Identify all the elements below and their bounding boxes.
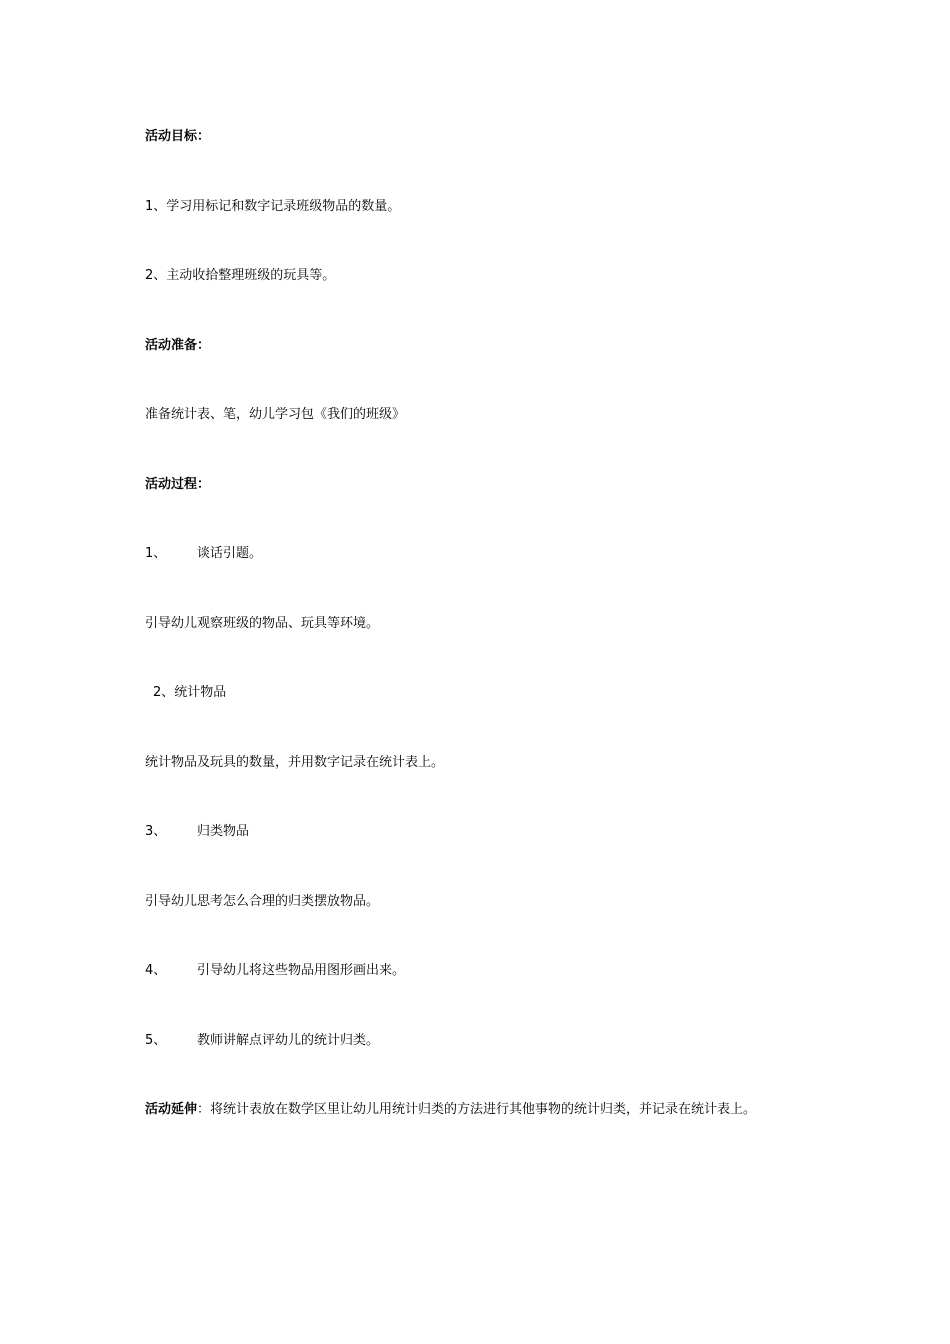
step-1-number: 1、 — [145, 546, 167, 561]
step-4-title: 引导幼儿将这些物品用图形画出来。 — [197, 963, 406, 978]
step-3-desc: 引导幼儿思考怎么合理的归类摆放物品。 — [145, 894, 380, 909]
step-4 — [145, 962, 405, 980]
prep-text: 准备统计表、笔，幼儿学习包《我们的班级》 — [145, 407, 406, 422]
goal-item-1: 1、学习用标记和数字记录班级物品的数量。 — [145, 199, 401, 214]
extension-heading: 活动延伸 — [145, 1102, 198, 1117]
step-1-desc: 引导幼儿观察班级的物品、玩具等环境。 — [145, 616, 380, 631]
process-heading: 活动过程： — [145, 477, 211, 492]
extension-paragraph — [145, 1101, 756, 1119]
step-1 — [145, 545, 262, 563]
step-3-number: 3、 — [145, 824, 167, 839]
step-5 — [145, 1032, 379, 1050]
step-2-desc: 统计物品及玩具的数量，并用数字记录在统计表上。 — [145, 755, 445, 770]
step-1-title: 谈话引题。 — [197, 546, 263, 561]
step-5-title: 教师讲解点评幼儿的统计归类。 — [197, 1033, 380, 1048]
goals-heading: 活动目标： — [145, 129, 211, 144]
step-2-title: 2、统计物品 — [153, 685, 227, 700]
step-4-number: 4、 — [145, 963, 167, 978]
step-3 — [145, 823, 249, 841]
step-3-title: 归类物品 — [197, 824, 250, 839]
goal-item-2: 2、主动收拾整理班级的玩具等。 — [145, 268, 336, 283]
extension-text: ：将统计表放在数学区里让幼儿用统计归类的方法进行其他事物的统计归类，并记录在统计表上。 — [197, 1102, 757, 1117]
step-5-number: 5、 — [145, 1033, 167, 1048]
prep-heading: 活动准备： — [145, 338, 211, 353]
